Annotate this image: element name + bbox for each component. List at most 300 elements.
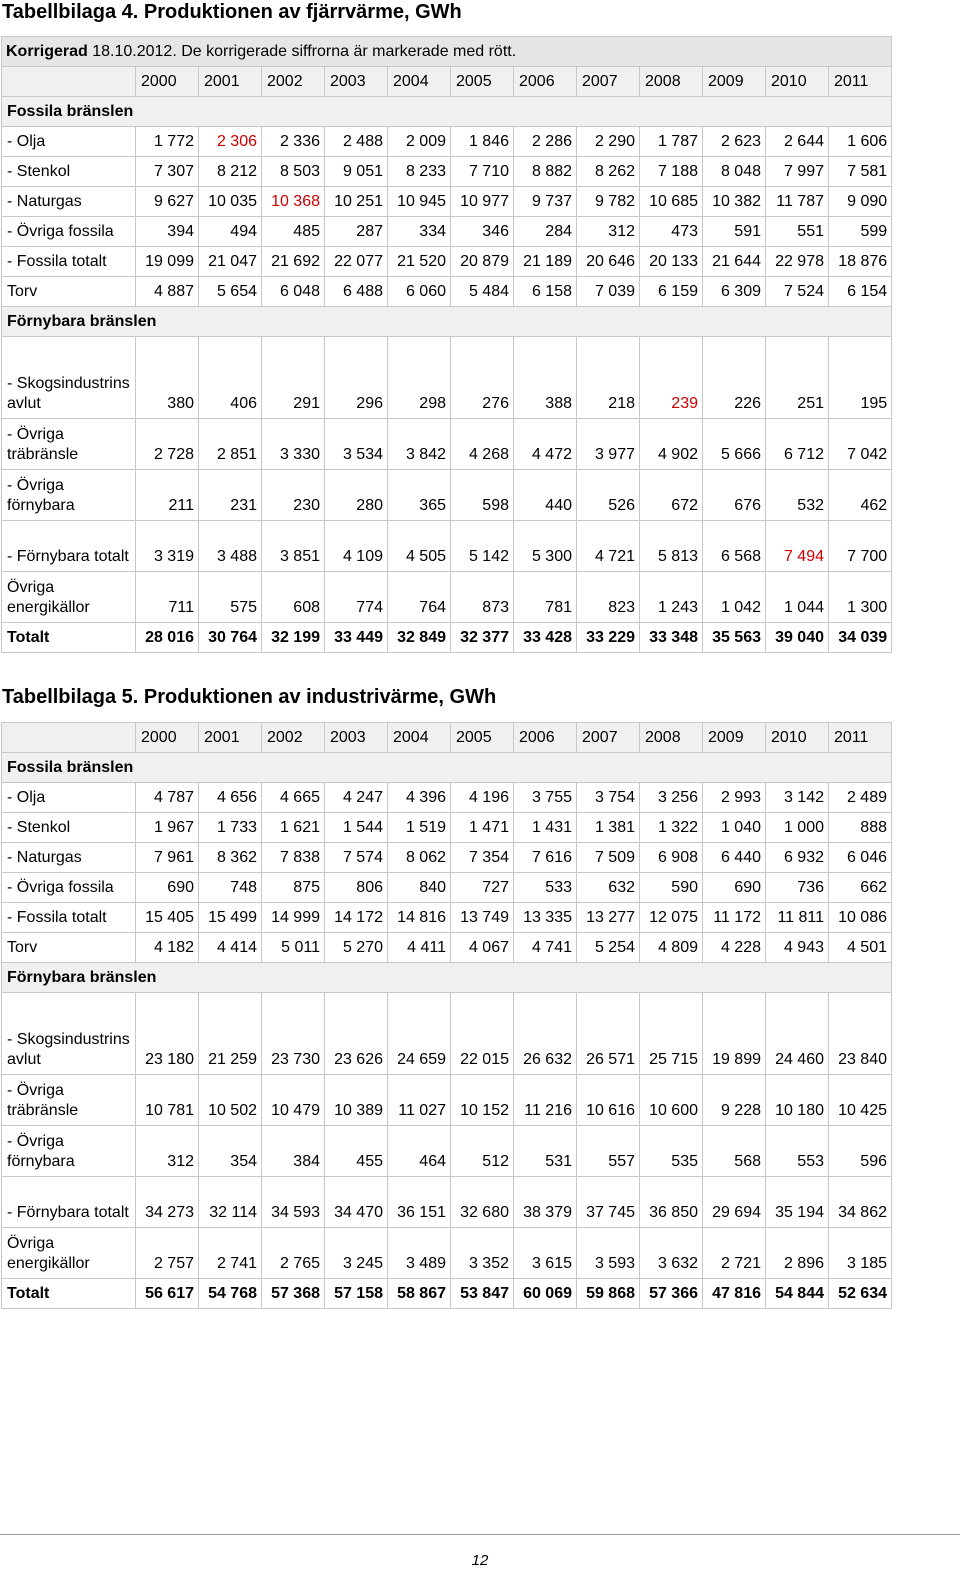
value-cell: 14 999 [262,903,325,933]
value-cell: 4 228 [703,933,766,963]
value-cell: 3 534 [325,419,388,470]
value-cell: 21 644 [703,247,766,277]
value-cell: 20 646 [577,247,640,277]
value-cell: 6 440 [703,843,766,873]
value-cell: 11 216 [514,1075,577,1126]
value-cell: 676 [703,470,766,521]
value-cell: 36 850 [640,1177,703,1228]
value-cell: 251 [766,337,829,419]
value-cell: 8 503 [262,157,325,187]
value-cell: 56 617 [136,1279,199,1309]
year-header: 2002 [262,67,325,97]
table-row [2,127,892,157]
value-cell: 284 [514,217,577,247]
value-cell: 8 362 [199,843,262,873]
value-cell: 6 060 [388,277,451,307]
value-cell: 591 [703,217,766,247]
table-row [2,277,892,307]
value-cell: 211 [136,470,199,521]
value-cell: 3 615 [514,1228,577,1279]
value-cell: 10 035 [199,187,262,217]
value-cell: 34 470 [325,1177,388,1228]
value-cell: 291 [262,337,325,419]
value-cell: 10 180 [766,1075,829,1126]
value-cell: 4 182 [136,933,199,963]
value-cell: 690 [136,873,199,903]
value-cell: 3 755 [514,783,577,813]
value-cell: 6 158 [514,277,577,307]
value-cell: 33 348 [640,623,703,653]
value-cell: 39 040 [766,623,829,653]
value-cell: 4 656 [199,783,262,813]
value-cell: 239 [640,337,703,419]
header-corner [2,723,136,753]
year-header: 2010 [766,723,829,753]
row-label: Torv [2,933,136,963]
year-header: 2003 [325,723,388,753]
row-label: - Övriga träbränsle [2,1075,136,1126]
value-cell: 10 781 [136,1075,199,1126]
table-row [2,1075,892,1126]
value-cell: 6 048 [262,277,325,307]
value-cell: 8 212 [199,157,262,187]
value-cell: 10 600 [640,1075,703,1126]
section-fossil: Fossila bränslen [2,97,892,127]
value-cell: 8 062 [388,843,451,873]
value-cell: 34 273 [136,1177,199,1228]
value-cell: 4 501 [829,933,892,963]
correction-text: 18.10.2012. De korrigerade siffrorna är markerade med rött. [87,43,517,60]
value-cell: 34 593 [262,1177,325,1228]
value-cell: 6 568 [703,521,766,572]
year-header: 2008 [640,67,703,97]
table-row [2,419,892,470]
year-header: 2007 [577,67,640,97]
value-cell: 1 000 [766,813,829,843]
value-cell: 840 [388,873,451,903]
table-row [2,843,892,873]
value-cell: 3 352 [451,1228,514,1279]
value-cell: 13 749 [451,903,514,933]
value-cell: 226 [703,337,766,419]
value-cell: 33 428 [514,623,577,653]
table-row [2,157,892,187]
value-cell: 10 616 [577,1075,640,1126]
value-cell: 22 077 [325,247,388,277]
year-header: 2000 [136,723,199,753]
value-cell: 312 [577,217,640,247]
value-cell: 1 042 [703,572,766,623]
value-cell: 6 309 [703,277,766,307]
value-cell: 4 411 [388,933,451,963]
value-cell: 1 300 [829,572,892,623]
value-cell: 1 040 [703,813,766,843]
year-header: 2010 [766,67,829,97]
value-cell: 485 [262,217,325,247]
value-cell: 298 [388,337,451,419]
value-cell: 32 199 [262,623,325,653]
value-cell: 557 [577,1126,640,1177]
value-cell: 4 809 [640,933,703,963]
value-cell: 764 [388,572,451,623]
value-cell: 8 882 [514,157,577,187]
value-cell: 10 368 [262,187,325,217]
value-cell: 8 262 [577,157,640,187]
value-cell: 9 090 [829,187,892,217]
value-cell: 4 787 [136,783,199,813]
value-cell: 57 158 [325,1279,388,1309]
table-row [2,1279,892,1309]
value-cell: 632 [577,873,640,903]
value-cell: 3 489 [388,1228,451,1279]
district-heating-table [1,36,892,653]
value-cell: 9 228 [703,1075,766,1126]
table-row [2,247,892,277]
year-header: 2000 [136,67,199,97]
value-cell: 230 [262,470,325,521]
value-cell: 1 243 [640,572,703,623]
value-cell: 1 846 [451,127,514,157]
value-cell: 32 114 [199,1177,262,1228]
row-label: - Olja [2,783,136,813]
table-row [2,813,892,843]
value-cell: 2 851 [199,419,262,470]
value-cell: 4 472 [514,419,577,470]
row-label: Torv [2,277,136,307]
value-cell: 59 868 [577,1279,640,1309]
value-cell: 533 [514,873,577,903]
row-label: Övriga energikällor [2,1228,136,1279]
correction-label: Korrigerad [6,43,88,60]
value-cell: 3 185 [829,1228,892,1279]
year-header: 2001 [199,67,262,97]
value-cell: 10 382 [703,187,766,217]
value-cell: 9 737 [514,187,577,217]
value-cell: 8 233 [388,157,451,187]
value-cell: 2 290 [577,127,640,157]
value-cell: 21 189 [514,247,577,277]
value-cell: 1 044 [766,572,829,623]
year-header: 2005 [451,723,514,753]
value-cell: 875 [262,873,325,903]
row-label: - Förnybara totalt [2,1177,136,1228]
value-cell: 11 787 [766,187,829,217]
value-cell: 35 194 [766,1177,829,1228]
value-cell: 10 086 [829,903,892,933]
value-cell: 10 502 [199,1075,262,1126]
year-header: 2007 [577,723,640,753]
value-cell: 7 700 [829,521,892,572]
value-cell: 7 039 [577,277,640,307]
value-cell: 394 [136,217,199,247]
value-cell: 231 [199,470,262,521]
value-cell: 38 379 [514,1177,577,1228]
value-cell: 3 593 [577,1228,640,1279]
value-cell: 1 967 [136,813,199,843]
value-cell: 6 712 [766,419,829,470]
value-cell: 532 [766,470,829,521]
value-cell: 2 489 [829,783,892,813]
value-cell: 2 644 [766,127,829,157]
row-label: Övriga energikällor [2,572,136,623]
value-cell: 29 694 [703,1177,766,1228]
value-cell: 5 011 [262,933,325,963]
value-cell: 7 574 [325,843,388,873]
value-cell: 1 471 [451,813,514,843]
value-cell: 10 389 [325,1075,388,1126]
value-cell: 2 286 [514,127,577,157]
row-label: - Övriga fossila [2,217,136,247]
value-cell: 4 943 [766,933,829,963]
footer-divider [0,1534,960,1535]
value-cell: 3 977 [577,419,640,470]
value-cell: 7 042 [829,419,892,470]
row-label: - Övriga fossila [2,873,136,903]
value-cell: 14 816 [388,903,451,933]
row-label: - Naturgas [2,187,136,217]
value-cell: 10 152 [451,1075,514,1126]
row-label: - Skogsindustrins avlut [2,993,136,1075]
value-cell: 15 499 [199,903,262,933]
year-header-row [2,67,892,97]
value-cell: 2 993 [703,783,766,813]
value-cell: 1 519 [388,813,451,843]
value-cell: 23 840 [829,993,892,1075]
value-cell: 5 254 [577,933,640,963]
value-cell: 662 [829,873,892,903]
value-cell: 3 632 [640,1228,703,1279]
value-cell: 15 405 [136,903,199,933]
year-header: 2008 [640,723,703,753]
value-cell: 5 300 [514,521,577,572]
value-cell: 20 133 [640,247,703,277]
value-cell: 6 154 [829,277,892,307]
value-cell: 6 046 [829,843,892,873]
value-cell: 3 142 [766,783,829,813]
table-row [2,572,892,623]
value-cell: 1 322 [640,813,703,843]
table-row [2,1126,892,1177]
value-cell: 365 [388,470,451,521]
value-cell: 7 581 [829,157,892,187]
table-row [2,1177,892,1228]
value-cell: 25 715 [640,993,703,1075]
value-cell: 531 [514,1126,577,1177]
value-cell: 1 787 [640,127,703,157]
value-cell: 24 659 [388,993,451,1075]
value-cell: 287 [325,217,388,247]
value-cell: 33 449 [325,623,388,653]
value-cell: 8 048 [703,157,766,187]
value-cell: 608 [262,572,325,623]
value-cell: 24 460 [766,993,829,1075]
value-cell: 4 741 [514,933,577,963]
value-cell: 384 [262,1126,325,1177]
table-row [2,337,892,419]
table-row [2,993,892,1075]
value-cell: 57 366 [640,1279,703,1309]
value-cell: 7 307 [136,157,199,187]
page-number: 12 [471,1552,489,1569]
year-header: 2004 [388,723,451,753]
header-corner [2,67,136,97]
value-cell: 1 733 [199,813,262,843]
table-row [2,521,892,572]
value-cell: 7 509 [577,843,640,873]
value-cell: 54 844 [766,1279,829,1309]
value-cell: 7 997 [766,157,829,187]
value-cell: 727 [451,873,514,903]
value-cell: 568 [703,1126,766,1177]
value-cell: 2 488 [325,127,388,157]
value-cell: 551 [766,217,829,247]
value-cell: 36 151 [388,1177,451,1228]
value-cell: 3 754 [577,783,640,813]
value-cell: 312 [136,1126,199,1177]
value-cell: 34 862 [829,1177,892,1228]
value-cell: 4 721 [577,521,640,572]
value-cell: 711 [136,572,199,623]
value-cell: 736 [766,873,829,903]
value-cell: 2 896 [766,1228,829,1279]
value-cell: 4 247 [325,783,388,813]
value-cell: 4 196 [451,783,514,813]
value-cell: 3 245 [325,1228,388,1279]
row-label: - Stenkol [2,157,136,187]
value-cell: 195 [829,337,892,419]
section-renewable: Förnybara bränslen [2,963,892,993]
value-cell: 5 270 [325,933,388,963]
row-label: - Fossila totalt [2,247,136,277]
value-cell: 10 479 [262,1075,325,1126]
value-cell: 888 [829,813,892,843]
value-cell: 7 188 [640,157,703,187]
value-cell: 6 908 [640,843,703,873]
value-cell: 596 [829,1126,892,1177]
correction-note [2,37,892,67]
value-cell: 7 838 [262,843,325,873]
value-cell: 10 251 [325,187,388,217]
value-cell: 464 [388,1126,451,1177]
value-cell: 35 563 [703,623,766,653]
value-cell: 52 634 [829,1279,892,1309]
value-cell: 4 414 [199,933,262,963]
row-label: - Övriga förnybara [2,1126,136,1177]
value-cell: 22 015 [451,993,514,1075]
year-header: 2009 [703,67,766,97]
year-header: 2004 [388,67,451,97]
value-cell: 37 745 [577,1177,640,1228]
value-cell: 806 [325,873,388,903]
value-cell: 2 306 [199,127,262,157]
value-cell: 4 268 [451,419,514,470]
value-cell: 23 180 [136,993,199,1075]
value-cell: 2 728 [136,419,199,470]
value-cell: 4 396 [388,783,451,813]
value-cell: 334 [388,217,451,247]
value-cell: 672 [640,470,703,521]
value-cell: 2 009 [388,127,451,157]
value-cell: 3 256 [640,783,703,813]
value-cell: 473 [640,217,703,247]
row-label: - Fossila totalt [2,903,136,933]
value-cell: 47 816 [703,1279,766,1309]
value-cell: 774 [325,572,388,623]
value-cell: 512 [451,1126,514,1177]
table-row [2,217,892,247]
section-renewable: Förnybara bränslen [2,307,892,337]
value-cell: 781 [514,572,577,623]
value-cell: 6 932 [766,843,829,873]
value-cell: 3 851 [262,521,325,572]
value-cell: 9 782 [577,187,640,217]
row-label: - Övriga förnybara [2,470,136,521]
table-row [2,903,892,933]
year-header: 2006 [514,67,577,97]
value-cell: 4 109 [325,521,388,572]
year-header: 2001 [199,723,262,753]
value-cell: 20 879 [451,247,514,277]
value-cell: 4 505 [388,521,451,572]
value-cell: 4 902 [640,419,703,470]
value-cell: 18 876 [829,247,892,277]
value-cell: 1 621 [262,813,325,843]
table4-title: Tabellbilaga 4. Produktionen av fjärrvärme, GWh [2,1,462,23]
value-cell: 58 867 [388,1279,451,1309]
value-cell: 7 354 [451,843,514,873]
value-cell: 11 172 [703,903,766,933]
value-cell: 280 [325,470,388,521]
value-cell: 30 764 [199,623,262,653]
value-cell: 346 [451,217,514,247]
row-label: - Olja [2,127,136,157]
value-cell: 440 [514,470,577,521]
value-cell: 2 336 [262,127,325,157]
value-cell: 11 811 [766,903,829,933]
value-cell: 4 665 [262,783,325,813]
value-cell: 11 027 [388,1075,451,1126]
value-cell: 4 887 [136,277,199,307]
value-cell: 1 606 [829,127,892,157]
value-cell: 2 623 [703,127,766,157]
value-cell: 380 [136,337,199,419]
value-cell: 28 016 [136,623,199,653]
value-cell: 13 277 [577,903,640,933]
section-fossil: Fossila bränslen [2,753,892,783]
row-label: - Övriga träbränsle [2,419,136,470]
row-label: - Naturgas [2,843,136,873]
year-header: 2005 [451,67,514,97]
value-cell: 13 335 [514,903,577,933]
value-cell: 3 842 [388,419,451,470]
value-cell: 57 368 [262,1279,325,1309]
value-cell: 3 488 [199,521,262,572]
value-cell: 7 616 [514,843,577,873]
value-cell: 54 768 [199,1279,262,1309]
value-cell: 1 381 [577,813,640,843]
value-cell: 7 710 [451,157,514,187]
table5-title: Tabellbilaga 5. Produktionen av industrivärme, GWh [2,686,497,708]
value-cell: 590 [640,873,703,903]
value-cell: 2 721 [703,1228,766,1279]
value-cell: 2 765 [262,1228,325,1279]
value-cell: 406 [199,337,262,419]
table-row [2,873,892,903]
year-header: 2002 [262,723,325,753]
value-cell: 823 [577,572,640,623]
value-cell: 26 632 [514,993,577,1075]
value-cell: 296 [325,337,388,419]
